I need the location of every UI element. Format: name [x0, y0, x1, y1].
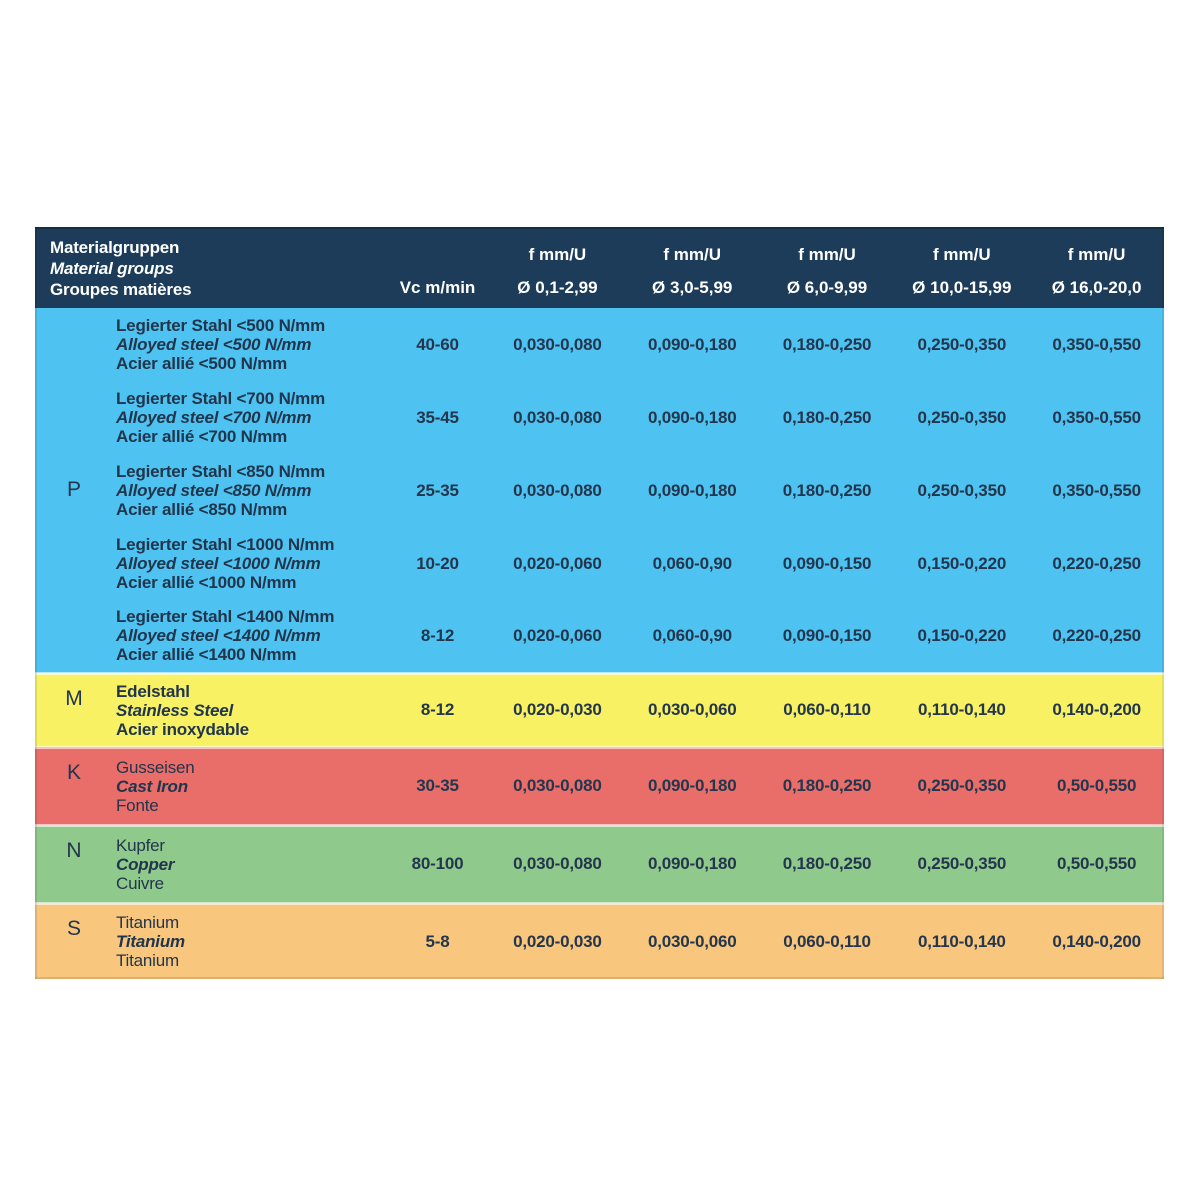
- group-letter-text: N: [66, 838, 82, 862]
- group-band-k: [35, 747, 1164, 825]
- feed-value: 0,090-0,150: [760, 527, 895, 600]
- material-row: [35, 673, 1164, 747]
- material-name-fr: Cuivre: [116, 873, 164, 893]
- material-row: [35, 454, 1164, 527]
- feed-value: 0,350-0,550: [1029, 454, 1164, 527]
- vc-value: 8-12: [385, 600, 490, 673]
- feed-value: 0,090-0,180: [625, 381, 760, 454]
- feed-value: 0,020-0,060: [490, 600, 625, 673]
- feed-value: 0,060-0,90: [625, 527, 760, 600]
- material-row: [35, 600, 1164, 673]
- header-title-fr: Groupes matières: [50, 280, 192, 299]
- feed-value: 0,020-0,060: [490, 527, 625, 600]
- feed-value: 0,50-0,550: [1029, 747, 1164, 825]
- material-name-fr: Acier inoxydable: [116, 719, 249, 739]
- feed-value: 0,50-0,550: [1029, 825, 1164, 903]
- group-band-m: [35, 673, 1164, 747]
- material-name-fr: Acier allié <1400 N/mm: [116, 645, 297, 665]
- material-name-cell: [113, 381, 385, 454]
- material-name-de: Edelstahl: [116, 681, 190, 701]
- material-name-de: Kupfer: [116, 835, 165, 855]
- material-feed-table: [35, 227, 1164, 979]
- feed-value: 0,250-0,350: [894, 454, 1029, 527]
- group-letter-s: [35, 903, 113, 979]
- material-name-cell: [113, 903, 385, 979]
- feed-value: 0,030-0,060: [625, 673, 760, 747]
- feed-value: 0,030-0,080: [490, 747, 625, 825]
- feed-value: 0,140-0,200: [1029, 903, 1164, 979]
- material-name-en: Titanium: [116, 932, 185, 952]
- diameter-range-1: Ø 0,1-2,99: [517, 278, 598, 297]
- material-name-cell: [113, 825, 385, 903]
- material-name-en: Stainless Steel: [116, 700, 234, 720]
- vc-value: 10-20: [385, 527, 490, 600]
- feed-value: 0,250-0,350: [894, 747, 1029, 825]
- feed-value: 0,150-0,220: [894, 527, 1029, 600]
- diameter-range-2: Ø 3,0-5,99: [652, 278, 733, 297]
- material-name-fr: Fonte: [116, 795, 159, 815]
- diameter-range-5: Ø 16,0-20,0: [1051, 278, 1142, 297]
- material-row: [35, 308, 1164, 381]
- feed-value: 0,020-0,030: [490, 673, 625, 747]
- feed-value: 0,180-0,250: [760, 381, 895, 454]
- group-letter-text: P: [66, 477, 81, 501]
- group-band-n: [35, 825, 1164, 903]
- group-letter-text: M: [65, 686, 83, 710]
- material-name-en: Alloyed steel <1000 N/mm: [116, 554, 321, 573]
- material-row: [35, 527, 1164, 600]
- material-name-fr: Acier allié <850 N/mm: [116, 500, 288, 519]
- material-row: [35, 903, 1164, 979]
- vc-value: 35-45: [385, 381, 490, 454]
- material-name-en: Cast Iron: [116, 776, 188, 796]
- feed-value: 0,020-0,030: [490, 903, 625, 979]
- vc-value: 80-100: [385, 825, 490, 903]
- material-name-en: Alloyed steel <700 N/mm: [116, 408, 312, 427]
- feed-value: 0,250-0,350: [894, 381, 1029, 454]
- feed-header-cell-2: [625, 228, 760, 308]
- feed-value: 0,250-0,350: [894, 825, 1029, 903]
- vc-value: 8-12: [385, 673, 490, 747]
- material-name-de: Legierter Stahl <700 N/mm: [116, 389, 326, 408]
- feed-value: 0,090-0,180: [625, 308, 760, 381]
- material-name-de: Titanium: [116, 913, 179, 933]
- feed-value: 0,030-0,080: [490, 825, 625, 903]
- material-name-fr: Titanium: [116, 951, 179, 971]
- material-name-cell: [113, 308, 385, 381]
- feed-label: f mm/U: [663, 245, 722, 264]
- feed-label: f mm/U: [798, 245, 856, 264]
- material-name-de: Legierter Stahl <1000 N/mm: [116, 535, 335, 554]
- feed-value: 0,090-0,150: [760, 600, 895, 673]
- cutting-data-table: [35, 227, 1164, 979]
- table-header: [35, 228, 1164, 308]
- feed-value: 0,180-0,250: [760, 825, 895, 903]
- feed-value: 0,030-0,080: [490, 454, 625, 527]
- material-name-cell: [113, 454, 385, 527]
- group-letter-m: [35, 673, 113, 747]
- material-name-de: Legierter Stahl <1400 N/mm: [116, 607, 335, 627]
- feed-header-cell-4: [894, 228, 1029, 308]
- feed-value: 0,350-0,550: [1029, 308, 1164, 381]
- feed-value: 0,090-0,180: [625, 454, 760, 527]
- feed-value: 0,060-0,110: [760, 673, 895, 747]
- material-row: [35, 747, 1164, 825]
- group-letter-k: [35, 747, 113, 825]
- feed-value: 0,220-0,250: [1029, 527, 1164, 600]
- feed-value: 0,350-0,550: [1029, 381, 1164, 454]
- group-letter-n: [35, 825, 113, 903]
- feed-value: 0,180-0,250: [760, 454, 895, 527]
- feed-header-cell-1: [490, 228, 625, 308]
- vc-value: 25-35: [385, 454, 490, 527]
- feed-value: 0,030-0,060: [625, 903, 760, 979]
- vc-header-cell: [385, 228, 490, 308]
- feed-label: f mm/U: [528, 245, 587, 264]
- material-name-cell: [113, 673, 385, 747]
- feed-value: 0,110-0,140: [894, 903, 1029, 979]
- material-name-en: Alloyed steel <1400 N/mm: [116, 626, 321, 646]
- feed-label: f mm/U: [1067, 245, 1126, 264]
- diameter-range-3: Ø 6,0-9,99: [786, 278, 868, 297]
- group-band-s: [35, 903, 1164, 979]
- material-name-de: Legierter Stahl <850 N/mm: [116, 462, 326, 481]
- feed-label: f mm/U: [932, 245, 991, 264]
- material-name-de: Legierter Stahl <500 N/mm: [116, 316, 326, 335]
- group-letter-p: [35, 308, 113, 673]
- material-row: [35, 825, 1164, 903]
- material-name-cell: [113, 600, 385, 673]
- header-row: [35, 228, 1164, 308]
- feed-value: 0,180-0,250: [760, 747, 895, 825]
- feed-value: 0,030-0,080: [490, 308, 625, 381]
- material-name-en: Alloyed steel <850 N/mm: [116, 481, 312, 500]
- group-band-p: [35, 308, 1164, 673]
- feed-header-cell-5: [1029, 228, 1164, 308]
- material-name-en: Copper: [116, 854, 175, 874]
- vc-value: 30-35: [385, 747, 490, 825]
- header-title-de: Materialgruppen: [50, 238, 180, 257]
- material-name-fr: Acier allié <1000 N/mm: [116, 573, 297, 592]
- group-letter-text: S: [66, 916, 81, 940]
- material-name-fr: Acier allié <500 N/mm: [116, 354, 288, 373]
- vc-value: 40-60: [385, 308, 490, 381]
- feed-header-cell-3: [760, 228, 895, 308]
- feed-value: 0,250-0,350: [894, 308, 1029, 381]
- feed-value: 0,090-0,180: [625, 747, 760, 825]
- vc-label: Vc m/min: [399, 278, 476, 297]
- material-name-en: Alloyed steel <500 N/mm: [116, 335, 312, 354]
- material-name-fr: Acier allié <700 N/mm: [116, 427, 288, 446]
- feed-value: 0,180-0,250: [760, 308, 895, 381]
- material-row: [35, 381, 1164, 454]
- feed-value: 0,030-0,080: [490, 381, 625, 454]
- material-name-cell: [113, 527, 385, 600]
- material-name-de: Gusseisen: [116, 757, 195, 777]
- diameter-range-4: Ø 10,0-15,99: [912, 278, 1012, 297]
- feed-value: 0,060-0,90: [625, 600, 760, 673]
- group-letter-text: K: [66, 760, 81, 784]
- materials-header-cell: [35, 228, 385, 308]
- feed-value: 0,090-0,180: [625, 825, 760, 903]
- feed-value: 0,110-0,140: [894, 673, 1029, 747]
- header-title-en: Material groups: [50, 259, 174, 278]
- feed-value: 0,220-0,250: [1029, 600, 1164, 673]
- material-name-cell: [113, 747, 385, 825]
- feed-value: 0,140-0,200: [1029, 673, 1164, 747]
- feed-value: 0,150-0,220: [894, 600, 1029, 673]
- feed-value: 0,060-0,110: [760, 903, 895, 979]
- vc-value: 5-8: [385, 903, 490, 979]
